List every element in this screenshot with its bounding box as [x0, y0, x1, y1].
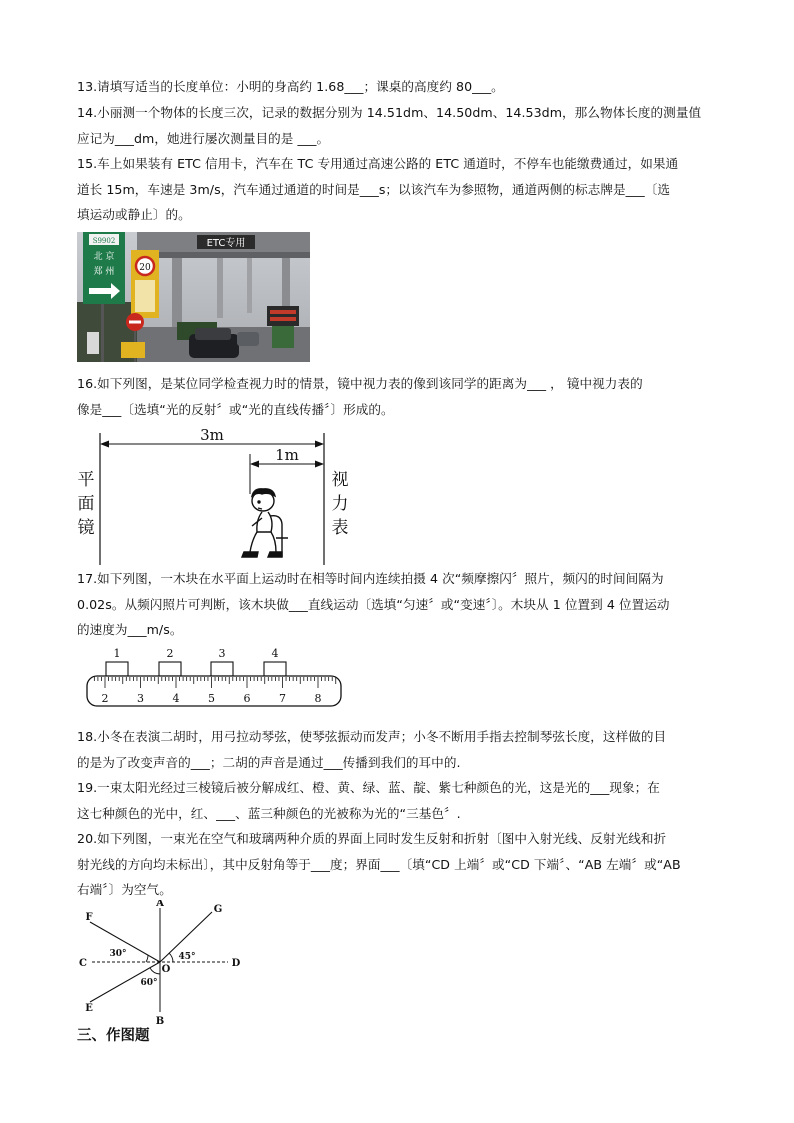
question-18-line-1: 18.小冬在表演二胡时，用弓拉动琴弦，使琴弦振动而发声；小冬不断用手指去控制琴弦长度，这样做的目 — [77, 729, 667, 744]
mirror-label-3: 镜 — [77, 518, 95, 538]
question-14-line-1: 14.小丽测一个物体的长度三次，记录的数据分别为 14.51dm、14.50dm、14.53dm，那么物体长度的测量值 — [77, 105, 702, 120]
question-16 — [77, 371, 722, 422]
label-g: G — [213, 904, 223, 915]
question-19-line-2: 这七种颜色的光中，红、___、蓝三种颜色的光被称为光的“三基色〞. — [77, 805, 461, 821]
question-18 — [77, 724, 722, 775]
strobe-ruler-figure — [84, 642, 346, 710]
angle-30-label: 30° — [109, 949, 127, 959]
angle-60-label: 60° — [140, 978, 158, 988]
distance-3m-label: 3m — [200, 428, 224, 444]
mirror-label-2: 面 — [77, 494, 95, 514]
question-13-line-1: 13.请填写适当的长度单位：小明的身高约 1.68___；课桌的高度约 80___。 — [77, 79, 504, 94]
student-figure — [242, 489, 288, 557]
question-15-line-1: 15.车上如果装有 ETC 信用卡，汽车在 TC 专用通过高速公路的 ETC 通道时，不停车也能缴费通过，如果通 — [77, 156, 679, 171]
eye-test-figure — [76, 428, 356, 568]
block-position-label: 4 — [271, 647, 279, 660]
ruler-tick-label: 8 — [314, 692, 322, 705]
question-14-line-2: 应记为___dm，她进行屡次测量目的是 ___。 — [77, 130, 330, 146]
chart-label-3: 表 — [331, 518, 349, 538]
question-18-line-2: 的是为了改变声音的___；二胡的声音是通过___传播到我们的耳中的. — [77, 754, 461, 770]
block-position-label: 2 — [166, 647, 174, 660]
ruler-tick-label: 2 — [101, 692, 109, 705]
wood-block — [159, 662, 181, 676]
block-positions — [106, 647, 286, 676]
question-13 — [77, 74, 722, 100]
speed-limit-text: 20 — [139, 263, 151, 273]
label-o: O — [161, 964, 171, 975]
label-d: D — [231, 958, 241, 969]
question-19-line-1: 19.一束太阳光经过三棱镜后被分解成红、橙、黄、绿、蓝、靛、紫七种颜色的光，这是光的___现象；在 — [77, 780, 660, 795]
distance-1m-label: 1m — [275, 446, 299, 464]
mirror-label-1: 平 — [77, 470, 95, 490]
question-20-line-3: 右端〞〕为空气。 — [77, 882, 172, 897]
question-15-line-3: 填运动或静止〕的。 — [77, 207, 191, 222]
sign-code-text: S9902 — [92, 237, 116, 245]
sign-city-1: 北 京 — [93, 252, 115, 262]
question-20 — [77, 826, 722, 903]
question-19 — [77, 775, 722, 826]
block-position-label: 1 — [113, 647, 121, 660]
ruler-tick-label: 6 — [243, 692, 251, 705]
ruler-tick-label: 5 — [208, 692, 215, 705]
label-c: C — [79, 958, 87, 969]
wood-block — [264, 662, 286, 676]
etc-toll-photo — [77, 232, 310, 362]
question-17-line-1: 17.如下列图，一木块在水平面上运动时在相等时间内连续拍摄 4 次“频摩擦闪〞照片，频闪的时间间隔为 — [77, 571, 664, 586]
ruler-tick-label: 4 — [172, 692, 180, 705]
question-20-line-2: 射光线的方向均未标出〕，其中反射角等于___度；界面___〔填“CD 上端〞或“CD 下端〞、“AB 左端〞或“AB — [77, 856, 681, 872]
question-15 — [77, 151, 722, 228]
question-15-line-2: 道长 15m，车速是 3m/s，汽车通过通道的时间是___s；以该汽车为参照物，通道两侧的标志牌是___〔选 — [77, 181, 670, 197]
question-17-line-3: 的速度为___m/s。 — [77, 622, 183, 637]
ruler-tick-label: 7 — [279, 692, 286, 705]
question-17-line-2: 0.02s。从频闪照片可判断，该木块做___直线运动〔选填“匀速〞或“变速〞〕。木块从 1 位置到 4 位置运动 — [77, 596, 670, 612]
question-16-line-2: 像是___〔选填“光的反射〞或“光的直线传播〞〕形成的。 — [77, 401, 394, 417]
label-b: B — [155, 1016, 165, 1027]
question-20-line-1: 20.如下列图，一束光在空气和玻璃两种介质的界面上同时发生反射和折射〔图中入射光线、反射光线和折 — [77, 831, 667, 846]
chart-label-2: 力 — [331, 494, 349, 514]
block-position-label: 3 — [218, 647, 226, 660]
label-f: F — [85, 912, 93, 923]
question-14 — [77, 100, 722, 151]
label-a: A — [156, 900, 164, 909]
ray-diagram — [76, 900, 246, 1030]
sign-city-2: 郑 州 — [93, 267, 115, 277]
ruler-tick-label: 3 — [137, 692, 144, 705]
section-title-drawing: 三、作图题 — [77, 1028, 150, 1044]
angle-45-label: 45° — [178, 952, 196, 962]
label-e: E — [85, 1003, 93, 1014]
question-17 — [77, 566, 722, 643]
question-16-line-1: 16.如下列图，是某位同学检查视力时的情景，镜中视力表的像到该同学的距离为___ ， 镜中视力表的 — [77, 376, 643, 391]
chart-label-1: 视 — [331, 470, 349, 490]
wood-block — [211, 662, 233, 676]
wood-block — [106, 662, 128, 676]
etc-banner-text: ETC专用 — [206, 238, 246, 249]
